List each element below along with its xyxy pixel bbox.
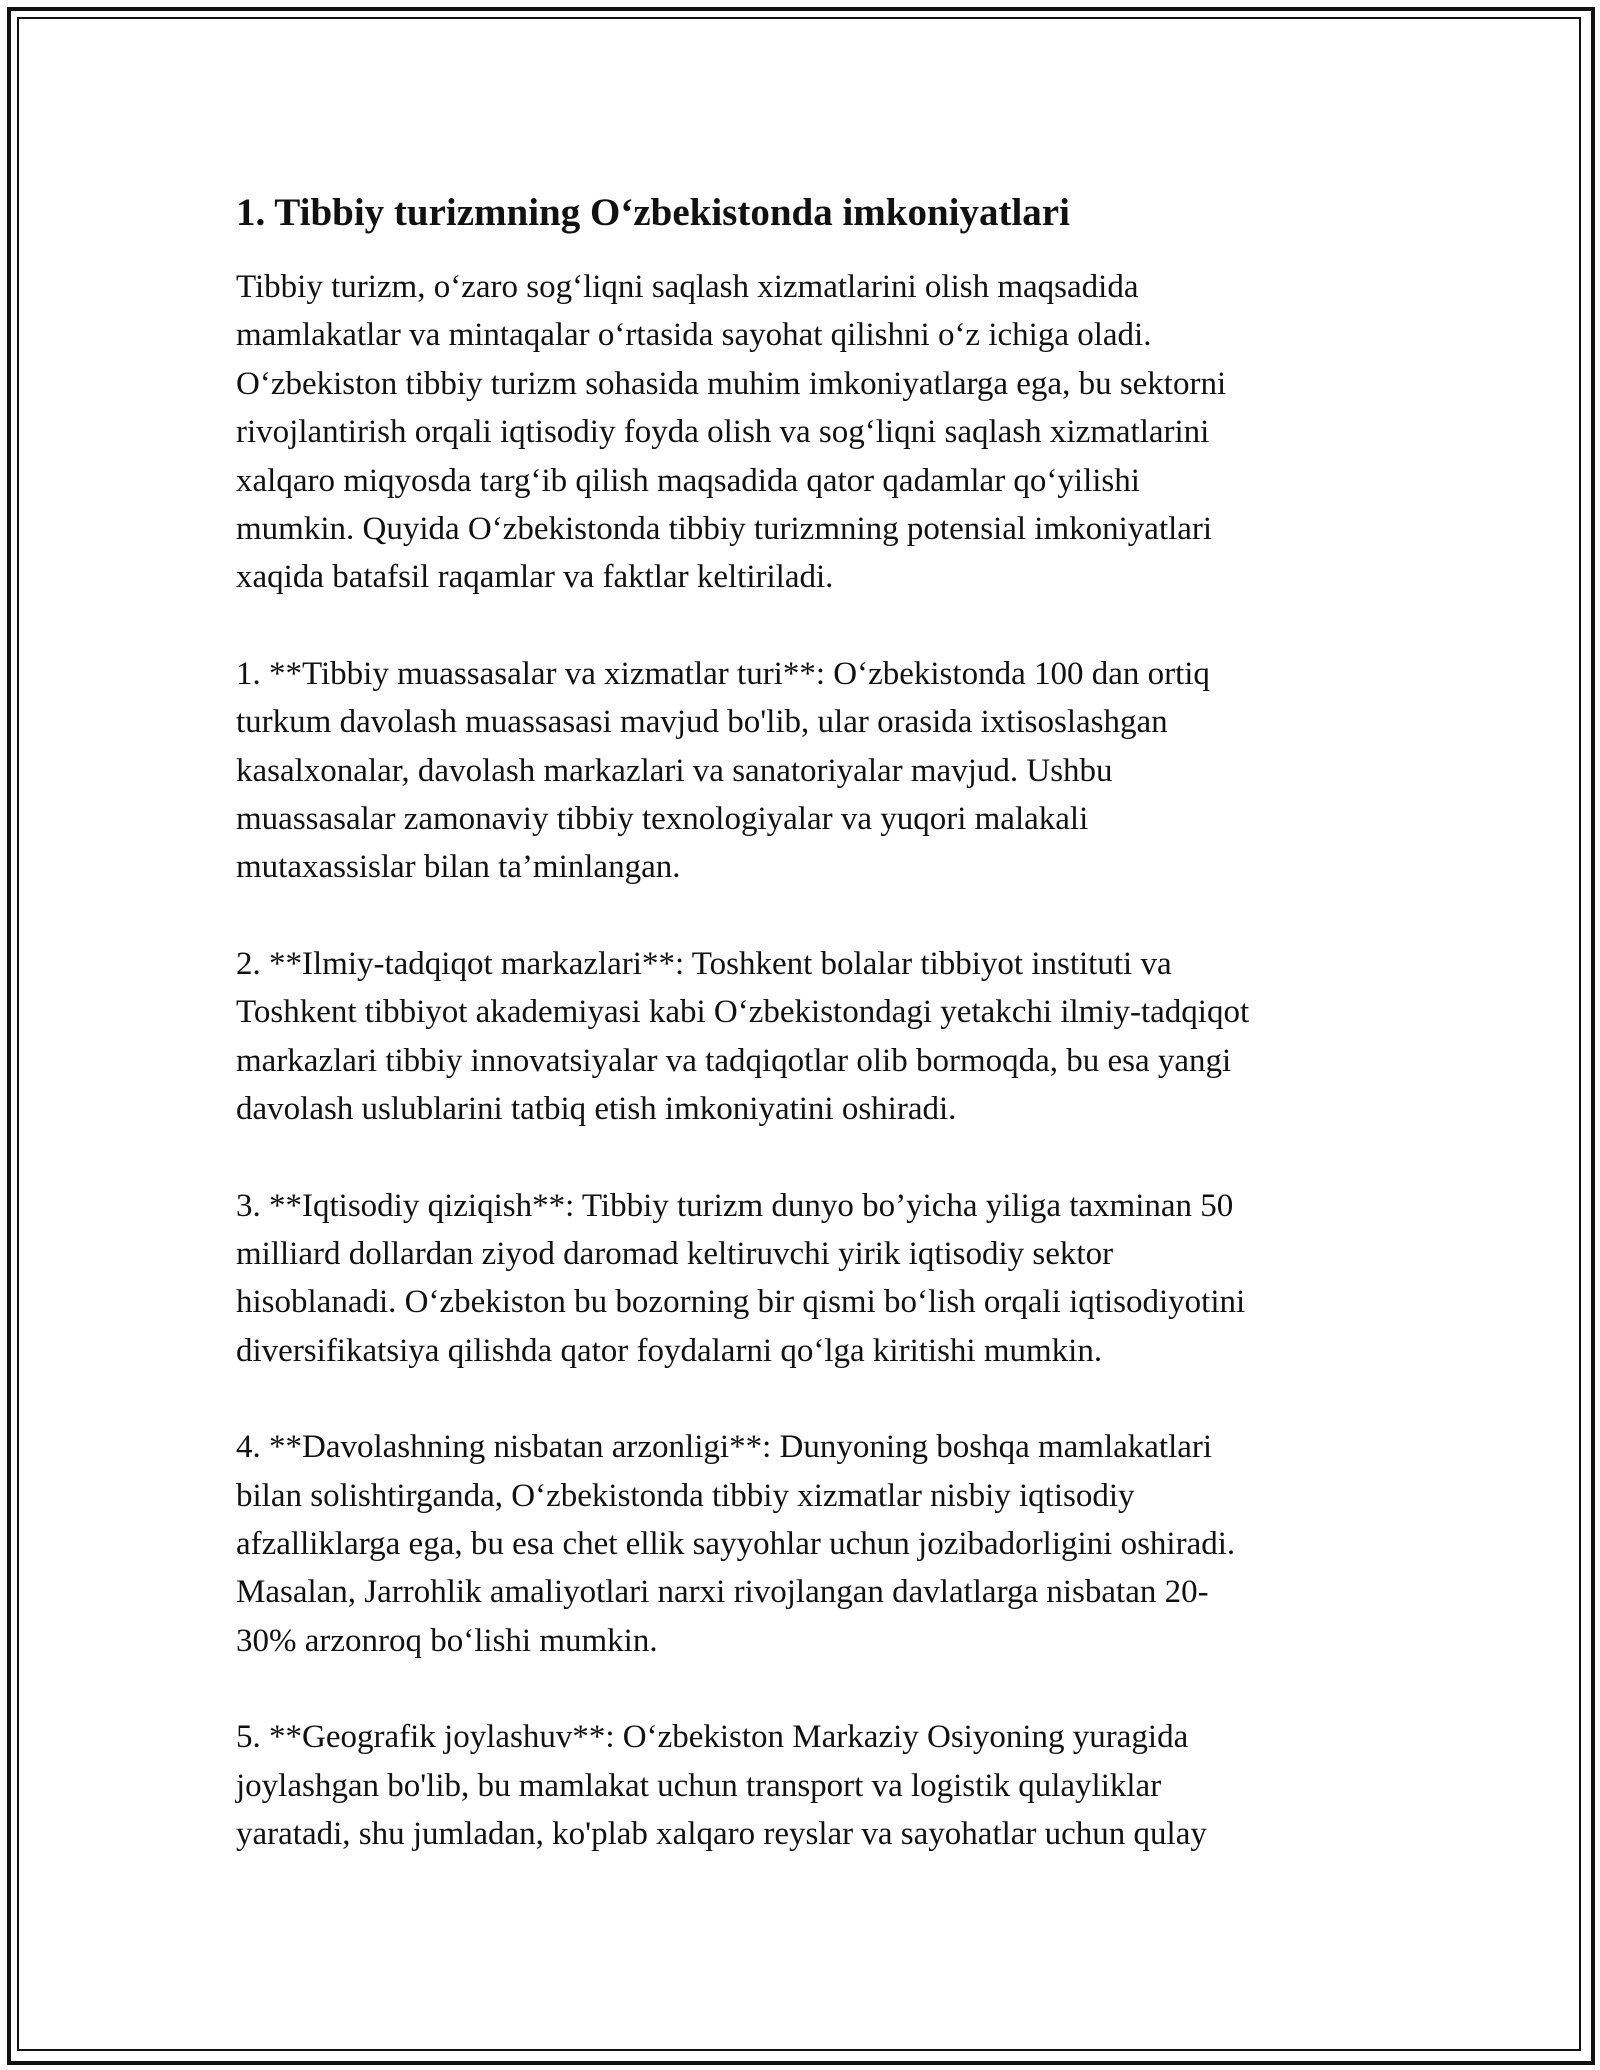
paragraph-line: Tibbiy turizm, o‘zaro sog‘liqni saqlash xizmatlarini olish maqsadida (236, 269, 1139, 305)
paragraph-line: O‘zbekiston tibbiy turizm sohasida muhim imkoniyatlarga ega, bu sektorni (236, 365, 1227, 402)
paragraph-line: 1. **Tibbiy muassasalar va xizmatlar turi**: O‘zbekistonda 100 dan ortiq (236, 655, 1210, 692)
paragraph-line: kasalxonalar, davolash markazlari va sanatoriyalar mavjud. Ushbu (236, 752, 1113, 789)
paragraph-line: diversifikatsiya qilishda qator foydalarni qo‘lga kiritishi mumkin. (236, 1332, 1103, 1369)
paragraph-line: mamlakatlar va mintaqalar o‘rtasida sayohat qilishni o‘z ichiga oladi. (236, 317, 1152, 354)
paragraph-line: muassasalar zamonaviy tibbiy texnologiyalar va yuqori malakali (236, 801, 1089, 838)
section-heading: 1. Tibbiy turizmning O‘zbekistonda imkoniyatlari (236, 191, 1070, 234)
paragraph-line: afzalliklarga ega, bu esa chet ellik sayyohlar uchun jozibadorligini oshiradi. (236, 1525, 1236, 1562)
paragraph-line: joylashgan bo'lib, bu mamlakat uchun transport va logistik qulayliklar (236, 1767, 1162, 1804)
list-item-medical-institutions (236, 650, 1396, 892)
list-item-economic-interest (236, 1182, 1396, 1376)
paragraph-line: 30% arzonroq bo‘lishi mumkin. (236, 1622, 658, 1659)
list-item-affordability (236, 1423, 1396, 1665)
paragraph-line: xaqida batafsil raqamlar va faktlar keltiriladi. (236, 559, 834, 596)
paragraph-line: xalqaro miqyosda targ‘ib qilish maqsadida qator qadamlar qo‘yilishi (236, 462, 1140, 499)
list-item-geographic-location (236, 1713, 1396, 1858)
paragraph-line: Masalan, Jarrohlik amaliyotlari narxi rivojlangan davlatlarga nisbatan 20- (236, 1574, 1209, 1611)
paragraph-line: hisoblanadi. O‘zbekiston bu bozorning bir qismi bo‘lish orqali iqtisodiyotini (236, 1284, 1246, 1321)
paragraph-line: milliard dollardan ziyod daromad keltiruvchi yirik iqtisodiy sektor (236, 1235, 1114, 1272)
paragraph-line: Toshkent tibbiyot akademiyasi kabi O‘zbekistondagi yetakchi ilmiy-tadqiqot (236, 994, 1250, 1031)
paragraph-line: bilan solishtirganda, O‘zbekistonda tibbiy xizmatlar nisbiy iqtisodiy (236, 1477, 1135, 1514)
paragraph-line: yaratadi, shu jumladan, ko'plab xalqaro reyslar va sayohatlar uchun qulay (236, 1815, 1207, 1852)
paragraph-line: 2. **Ilmiy-tadqiqot markazlari**: Toshkent bolalar tibbiyot instituti va (236, 945, 1172, 982)
paragraph-line: mutaxassislar bilan ta’minlangan. (236, 849, 681, 886)
paragraph-line: markazlari tibbiy innovatsiyalar va tadqiqotlar olib bormoqda, bu esa yangi (236, 1042, 1232, 1079)
paragraph-line: mumkin. Quyida O‘zbekistonda tibbiy turizmning potensial imkoniyatlari (236, 511, 1213, 548)
document-page (236, 185, 1396, 1906)
paragraph-line: 5. **Geografik joylashuv**: O‘zbekiston Markaziy Osiyoning yuragida (236, 1719, 1189, 1756)
paragraph-line: davolash uslublarini tatbiq etish imkoniyatini oshiradi. (236, 1091, 957, 1128)
intro-paragraph (236, 263, 1396, 602)
paragraph-line: 3. **Iqtisodiy qiziqish**: Tibbiy turizm dunyo bo’yicha yiliga taxminan 50 (236, 1187, 1234, 1224)
paragraph-line: rivojlantirish orqali iqtisodiy foyda olish va sog‘liqni saqlash xizmatlarini (236, 414, 1210, 451)
paragraph-line: 4. **Davolashning nisbatan arzonligi**: Dunyoning boshqa mamlakatlari (236, 1429, 1213, 1466)
list-item-research-centers (236, 940, 1396, 1134)
paragraph-line: turkum davolash muassasasi mavjud bo'lib, ular orasida ixtisoslashgan (236, 704, 1168, 741)
